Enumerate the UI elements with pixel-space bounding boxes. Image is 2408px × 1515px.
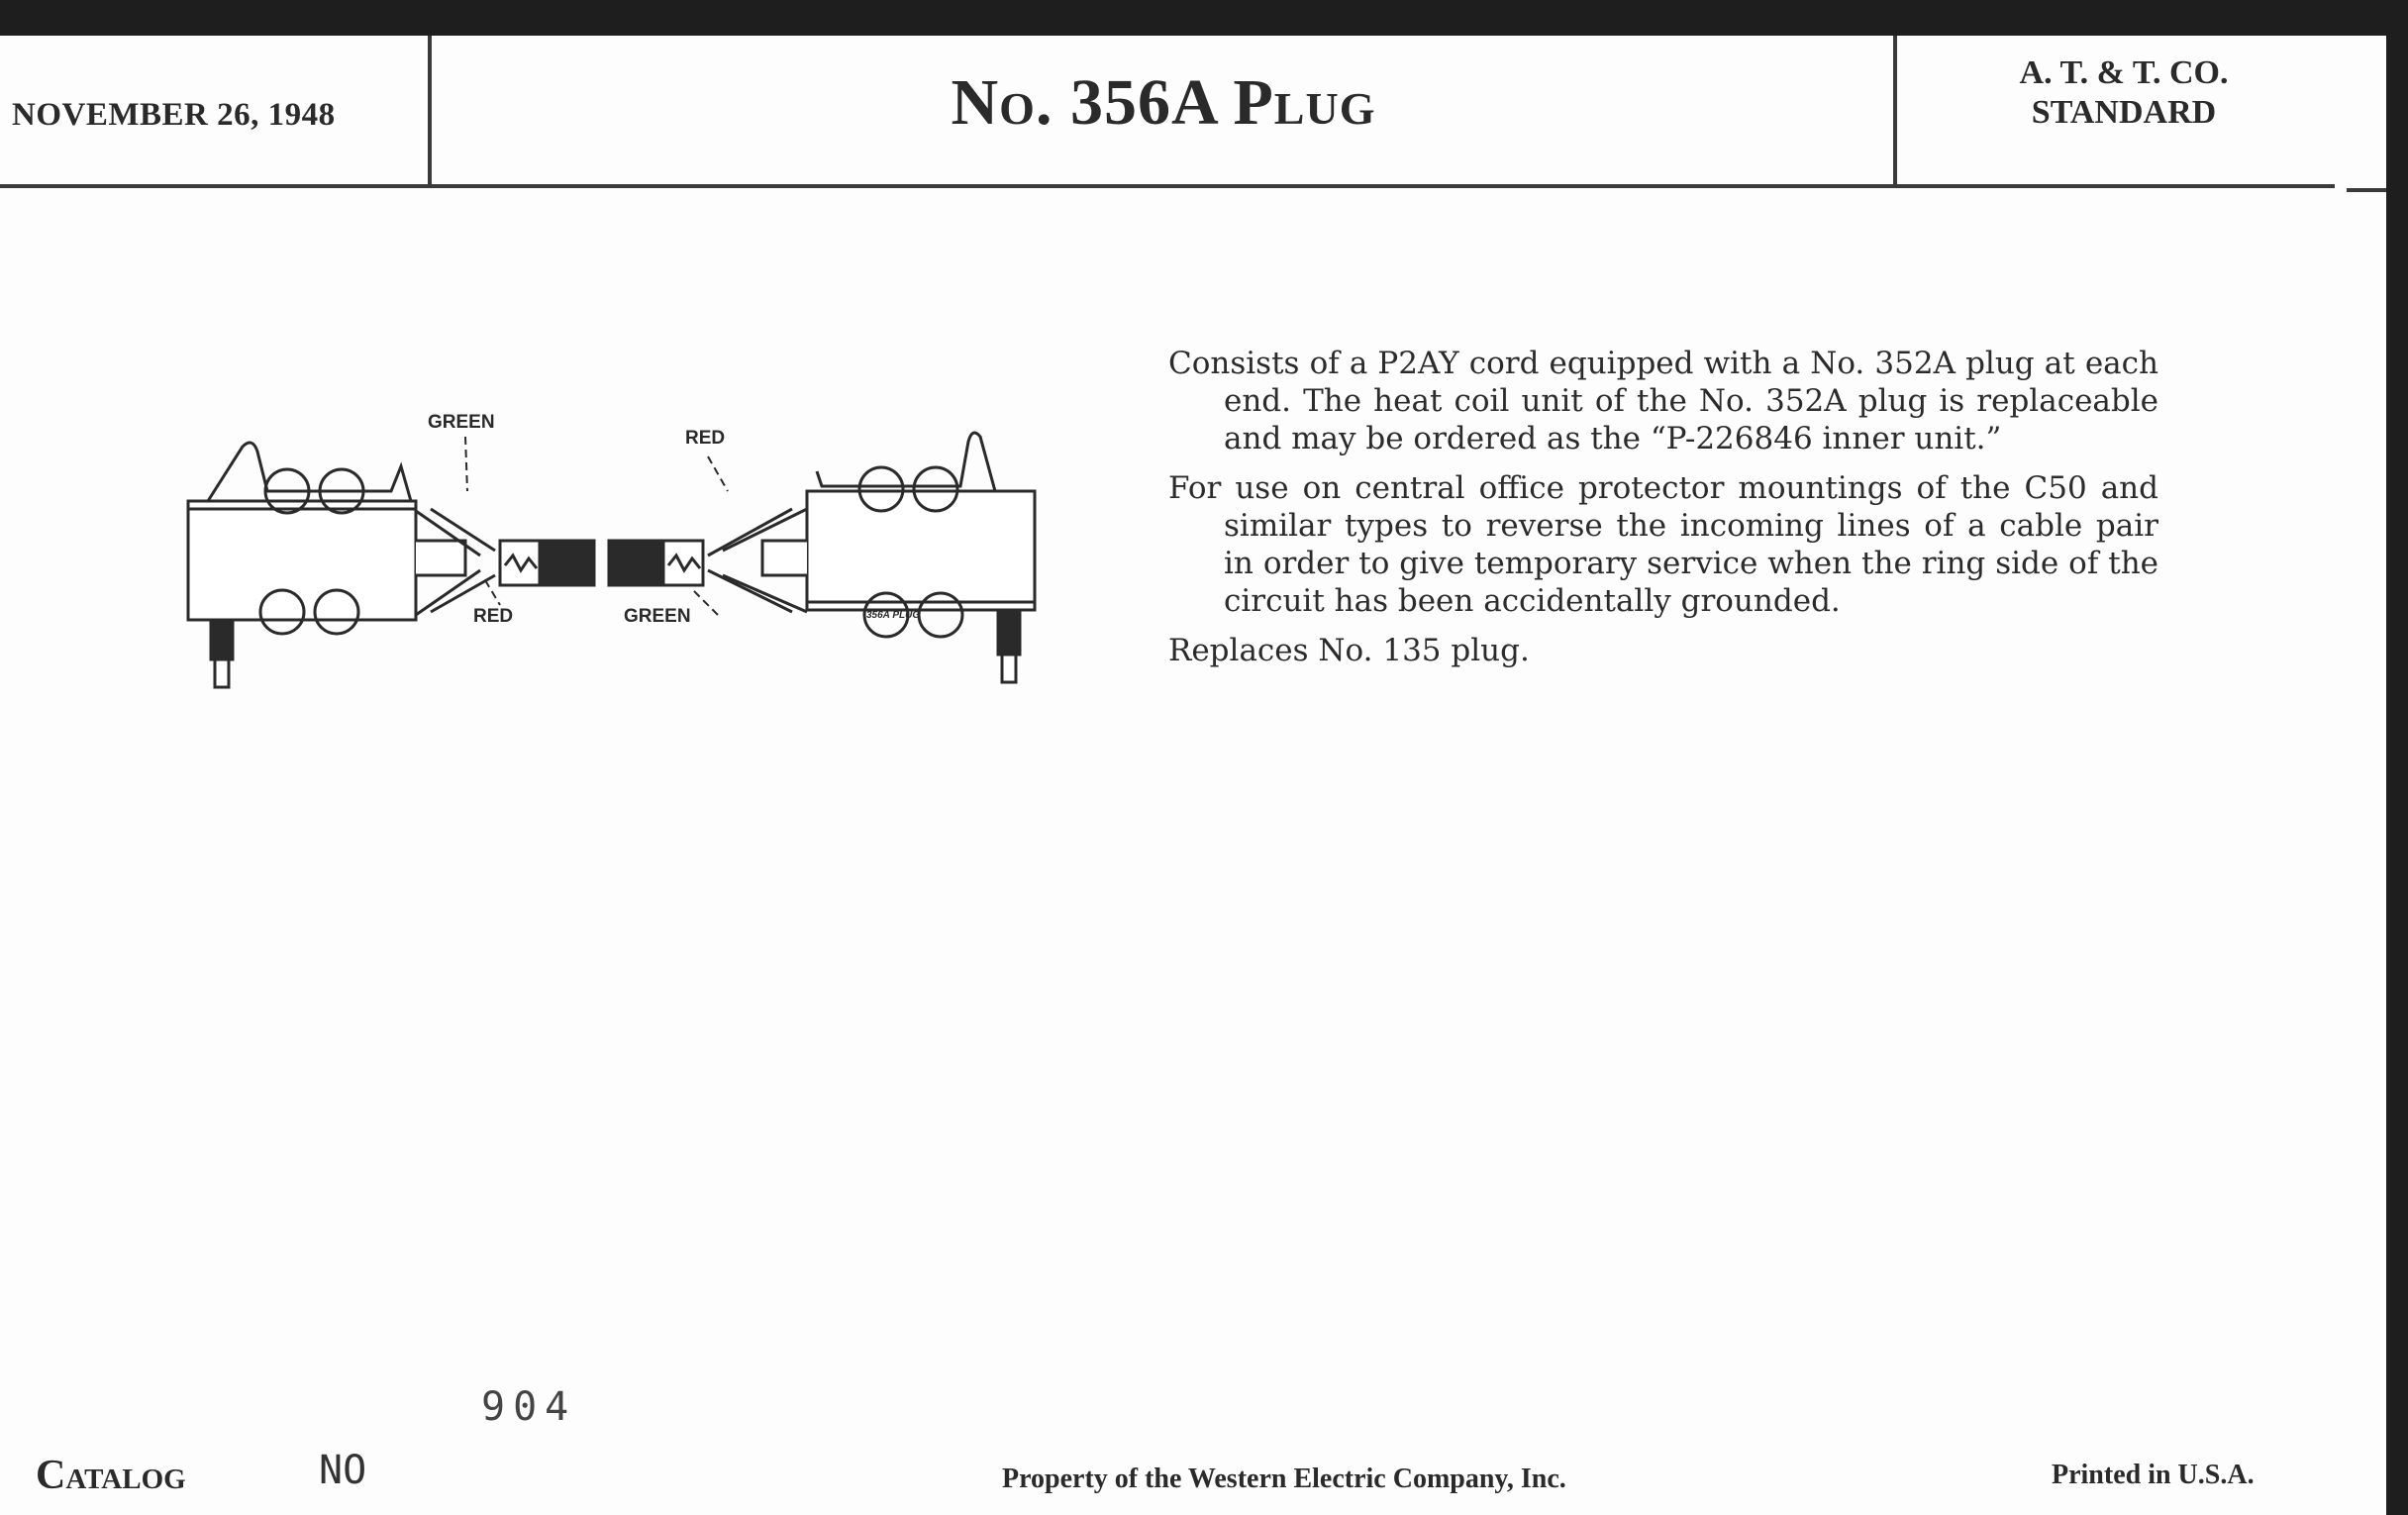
right-plug-body bbox=[762, 433, 1035, 682]
page-title: No. 356A Plug bbox=[951, 66, 1376, 139]
card-header bbox=[0, 36, 2386, 186]
left-plug-body bbox=[188, 443, 465, 687]
catalog-card bbox=[0, 36, 2386, 1515]
plug-diagram bbox=[168, 392, 1059, 689]
wire-label-green-left: GREEN bbox=[428, 412, 495, 433]
wire-label-red-right: RED bbox=[685, 428, 726, 449]
standard-block bbox=[1901, 53, 2347, 133]
catalog-number: 904 bbox=[481, 1384, 577, 1430]
printed-notice: Printed in U.S.A. bbox=[2052, 1460, 2255, 1490]
wire-leaders bbox=[465, 437, 728, 615]
description-paragraph: Consists of a P2AY cord equipped with a No. 352A plug at each end. The heat coil unit of the No. 352A plug is replaceable and may be ordered as the “P-226846 inner unit.” bbox=[1168, 346, 2158, 456]
description-paragraph: Replaces No. 135 plug. bbox=[1168, 633, 1530, 668]
description bbox=[1168, 345, 2158, 681]
header-divider bbox=[428, 36, 432, 188]
header-divider bbox=[1893, 36, 1897, 188]
standard-label: STANDARD bbox=[2031, 94, 2217, 131]
standard-company: A. T. & T. CO. bbox=[2019, 54, 2229, 91]
wire-label-green-right: GREEN bbox=[624, 606, 691, 627]
wire-label-red-left: RED bbox=[473, 606, 514, 627]
property-notice: Property of the Western Electric Company, Inc. bbox=[1002, 1464, 1566, 1494]
catalog-label: Catalog bbox=[36, 1453, 186, 1498]
issue-date: NOVEMBER 26, 1948 bbox=[12, 97, 336, 133]
catalog-no-label: NO bbox=[319, 1448, 367, 1493]
description-paragraph: For use on central office protector mountings of the C50 and similar types to reverse the incoming lines of a cable pair in order to give temporary service when the ring side of the circuit has been accidentally grounded. bbox=[1168, 470, 2158, 619]
diagram-caption: 356A PLUG bbox=[866, 610, 921, 621]
header-rule bbox=[0, 184, 2335, 188]
header-rule-tail bbox=[2347, 188, 2386, 192]
